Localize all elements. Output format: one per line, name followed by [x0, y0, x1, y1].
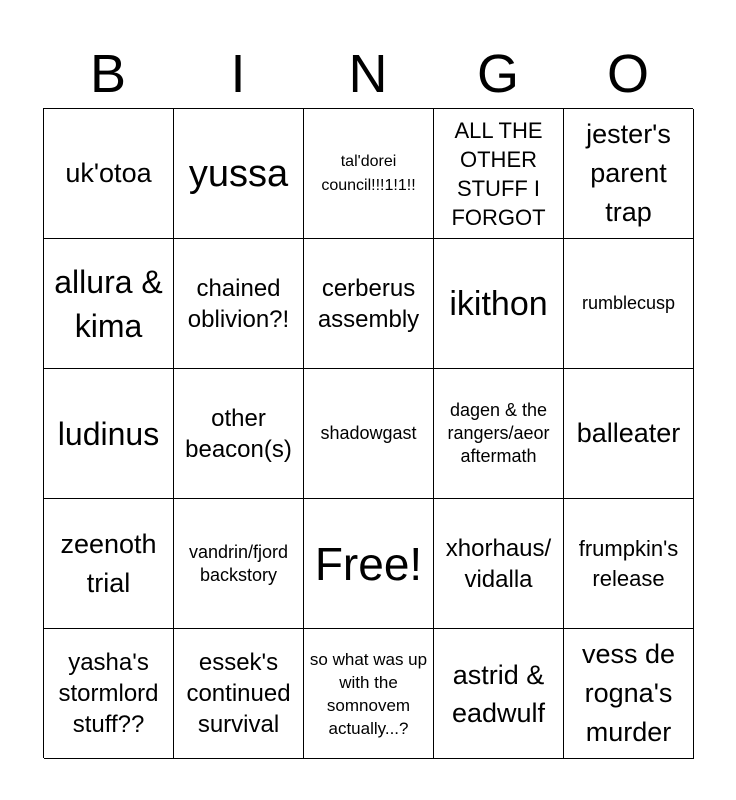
cell-text: cerberus assembly	[317, 274, 420, 333]
cell-text: shadowgast	[320, 423, 417, 443]
cell-text: vess de rogna's murder	[581, 639, 676, 747]
bingo-cell[interactable]	[174, 369, 304, 499]
bingo-cell[interactable]	[434, 239, 564, 369]
bingo-header	[43, 40, 693, 108]
bingo-cell[interactable]	[434, 499, 564, 629]
bingo-cell[interactable]	[434, 629, 564, 759]
bingo-cell-free[interactable]	[304, 499, 434, 629]
bingo-cell[interactable]	[434, 369, 564, 499]
cell-text: ikithon	[449, 284, 548, 323]
bingo-cell[interactable]	[304, 629, 434, 759]
bingo-cell[interactable]	[174, 629, 304, 759]
bingo-cell[interactable]	[44, 629, 174, 759]
bingo-cell[interactable]	[434, 109, 564, 239]
bingo-cell[interactable]	[564, 629, 694, 759]
cell-text: zeenoth trial	[60, 528, 157, 598]
bingo-cell[interactable]	[44, 109, 174, 239]
cell-text: allura & kima	[54, 263, 163, 344]
cell-text: vandrin/fjord backstory	[188, 541, 289, 585]
bingo-cell[interactable]	[174, 239, 304, 369]
cell-text: jester's parent trap	[586, 119, 671, 227]
cell-text: tal'dorei council!!!1!1!!	[321, 152, 416, 194]
bingo-cell[interactable]	[304, 109, 434, 239]
bingo-cell[interactable]	[304, 239, 434, 369]
header-letter-i: I	[230, 44, 246, 104]
bingo-cell[interactable]	[564, 499, 694, 629]
bingo-cell[interactable]	[564, 109, 694, 239]
cell-text: uk'otoa	[65, 158, 152, 188]
header-letter-o: O	[606, 44, 649, 104]
cell-text: frumpkin's release	[578, 535, 679, 591]
header-letter-b: B	[89, 44, 127, 104]
cell-text: xhorhaus/ vidalla	[445, 534, 552, 593]
cell-text: yasha's stormlord stuff??	[58, 649, 159, 738]
cell-text: other beacon(s)	[185, 404, 292, 463]
bingo-cell[interactable]	[564, 369, 694, 499]
bingo-cell[interactable]	[564, 239, 694, 369]
header-letter-n: N	[348, 44, 388, 104]
cell-text: yussa	[188, 152, 289, 195]
bingo-cell[interactable]	[174, 109, 304, 239]
cell-text: Free!	[314, 537, 423, 590]
cell-text: rumblecusp	[581, 293, 676, 313]
cell-text: so what was up with the somnovem actually...?	[309, 649, 428, 738]
cell-text: ludinus	[57, 415, 160, 452]
cell-text: ALL THE OTHER STUFF I FORGOT	[451, 117, 546, 230]
bingo-cell[interactable]	[44, 369, 174, 499]
bingo-cell[interactable]	[44, 499, 174, 629]
header-letter-g: G	[476, 44, 519, 104]
cell-text: balleater	[576, 418, 681, 448]
bingo-grid	[43, 108, 693, 758]
bingo-cell[interactable]	[304, 369, 434, 499]
cell-text: chained oblivion?!	[187, 274, 290, 333]
bingo-cell[interactable]	[174, 499, 304, 629]
cell-text: dagen & the rangers/aeor aftermath	[447, 400, 550, 466]
cell-text: essek's continued survival	[186, 649, 291, 738]
bingo-cell[interactable]	[44, 239, 174, 369]
cell-text: astrid & eadwulf	[451, 659, 546, 728]
